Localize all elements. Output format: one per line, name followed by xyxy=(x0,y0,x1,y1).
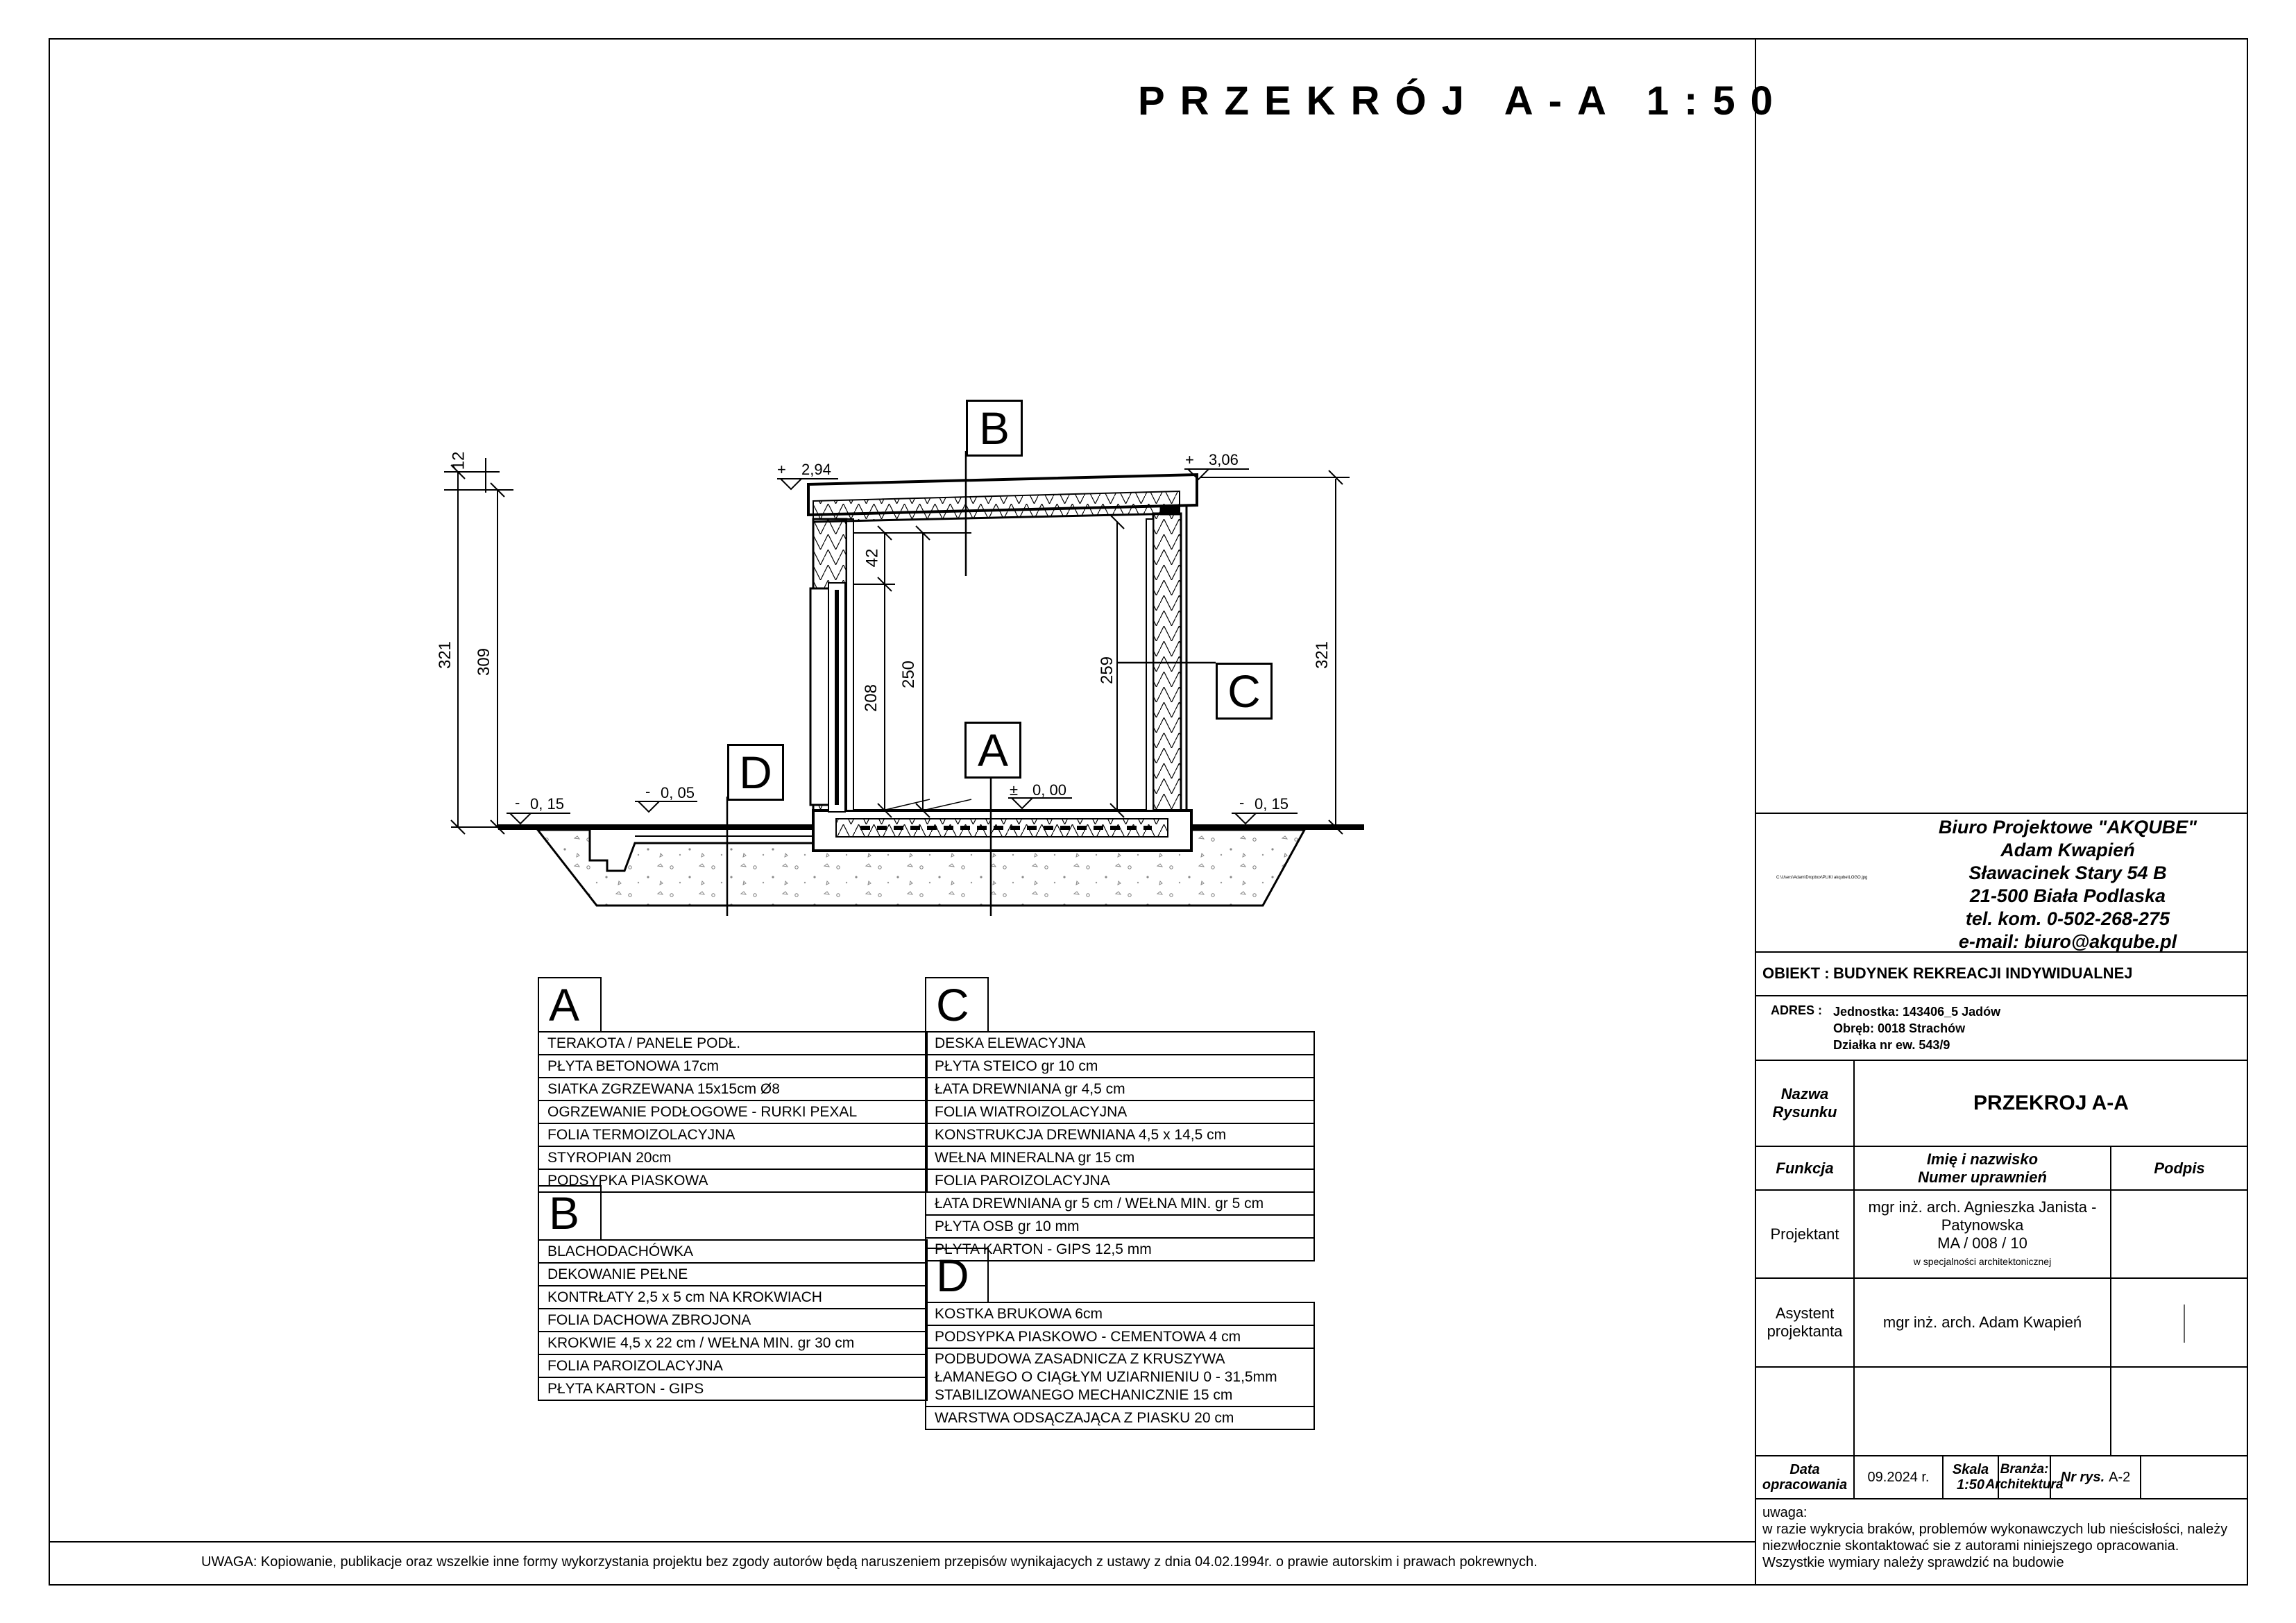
legend-item: KROKWIE 4,5 x 22 cm / WEŁNA MIN. gr 30 cm xyxy=(538,1332,927,1354)
level-306: 3,06 xyxy=(1209,451,1239,468)
projektant-label: Projektant xyxy=(1770,1225,1839,1243)
adres-label: ADRES : xyxy=(1771,1003,1823,1017)
uwaga-line1: w razie wykrycia braków, problemów wykonawczych lub nieścisłości, należy xyxy=(1762,1522,2228,1537)
uwaga-title: uwaga: xyxy=(1762,1505,1808,1520)
legend-item: PŁYTA BETONOWA 17cm xyxy=(538,1055,927,1078)
section-tag-b: B xyxy=(966,400,1023,457)
legend-item: PŁYTA STEICO gr 10 cm xyxy=(926,1055,1314,1078)
legend-item: PŁYTA OSB gr 10 mm xyxy=(926,1215,1314,1238)
data-label-2: opracowania xyxy=(1762,1477,1848,1493)
projektant-name-2: Patynowska xyxy=(1941,1216,2024,1234)
nr-label: Nr rys. xyxy=(2060,1469,2105,1485)
projektant-spec: w specjalności architektonicznej xyxy=(1913,1255,2052,1267)
nazwa-value: PRZEKROJ A-A xyxy=(1973,1091,2129,1114)
legend-item: DEKOWANIE PEŁNE xyxy=(538,1263,927,1286)
dim-309: 309 xyxy=(475,647,494,677)
legend-item: ŁATA DREWNIANA gr 5 cm / WEŁNA MIN. gr 5 cm xyxy=(926,1192,1314,1215)
dim-259: 259 xyxy=(1098,656,1117,685)
dim-321-right: 321 xyxy=(1313,640,1332,670)
logo-path-text: C:\Users\Adam\Dropbox\PLIKI akqube\LOGO.jpg xyxy=(1776,876,1868,880)
office-phone: tel. kom. 0-502-268-275 xyxy=(1965,908,2170,929)
data-value: 09.2024 r. xyxy=(1867,1469,1930,1485)
level-sign-plusminus: ± xyxy=(1010,781,1019,799)
projektant-number: MA / 008 / 10 xyxy=(1937,1234,2027,1252)
nr-cell xyxy=(2050,1456,2141,1499)
legend-item: SIATKA ZGRZEWANA 15x15cm Ø8 xyxy=(538,1078,927,1101)
section-tag-c: C xyxy=(1216,663,1273,720)
dim-321-left: 321 xyxy=(436,640,455,670)
dim-250: 250 xyxy=(899,660,919,689)
section-tag-d: D xyxy=(727,744,784,801)
asystent-name: mgr inż. arch. Adam Kwapień xyxy=(1882,1314,2082,1331)
level-sign-minus: - xyxy=(1239,794,1245,811)
legend-b-title: B xyxy=(538,1186,601,1240)
obiekt-label: OBIEKT : xyxy=(1762,965,1830,982)
legend-item: FOLIA DACHOWA ZBROJONA xyxy=(538,1309,927,1332)
legend-item: KONSTRUKCJA DREWNIANA 4,5 x 14,5 cm xyxy=(926,1123,1314,1146)
adres-line2: Obręb: 0018 Strachów xyxy=(1833,1021,1966,1035)
nazwa-label xyxy=(1755,1060,1854,1146)
skala-label: Skala xyxy=(1952,1462,1989,1477)
dim-208: 208 xyxy=(862,683,881,713)
office-city: 21-500 Biała Podlaska xyxy=(1969,885,2166,906)
legend-item: WEŁNA MINERALNA gr 15 cm xyxy=(926,1146,1314,1169)
legend-item: PODSYPKA PIASKOWO - CEMENTOWA 4 cm xyxy=(926,1325,1314,1348)
level-005: 0, 05 xyxy=(661,784,695,801)
dim-42: 42 xyxy=(862,548,882,568)
drawing-title: PRZEKRÓJ A-A 1:50 xyxy=(1138,78,1788,124)
level-015-right: 0, 15 xyxy=(1255,795,1289,813)
adres-line1: Jednostka: 143406_5 Jadów xyxy=(1833,1005,2001,1019)
office-name: Biuro Projektowe "AKQUBE" xyxy=(1938,817,2197,838)
adres-line3: Działka nr ew. 543/9 xyxy=(1833,1038,1950,1052)
legend-item: STYROPIAN 20cm xyxy=(538,1146,927,1169)
skala-value: 1:50 xyxy=(1956,1477,1985,1493)
legend-item: FOLIA WIATROIZOLACYJNA xyxy=(926,1101,1314,1123)
asystent-label-1: Asystent xyxy=(1775,1305,1835,1322)
legend-item: WARSTWA ODSĄCZAJĄCA Z PIASKU 20 cm xyxy=(926,1407,1314,1429)
office-person: Adam Kwapień xyxy=(2000,840,2135,860)
legend-item: KOSTKA BRUKOWA 6cm xyxy=(926,1302,1314,1325)
nr-value: A-2 xyxy=(2109,1469,2131,1485)
asystent-label-2: projektanta xyxy=(1767,1323,1843,1340)
legend-item: KONTRŁATY 2,5 x 5 cm NA KROKWIACH xyxy=(538,1286,927,1309)
legend-item: PŁYTA KARTON - GIPS xyxy=(538,1377,927,1400)
branza-cell xyxy=(1985,1456,2064,1499)
legend-item: TERAKOTA / PANELE PODŁ. xyxy=(538,1032,927,1055)
legend-b xyxy=(538,1185,928,1401)
legend-c-title: C xyxy=(926,978,988,1032)
level-sign-plus: + xyxy=(1185,451,1194,468)
footer-notice: UWAGA: Kopiowanie, publikacje oraz wszelkie inne formy wykorzystania projektu bez zgody autorów będą naruszeniem przepisów wynikajacych z ustawy z dnia 04.02.1994r. o prawie autorskim i prawach pokrewnych. xyxy=(201,1554,1538,1570)
legend-c xyxy=(925,977,1315,1261)
nazwa-label-2: Rysunku xyxy=(1772,1103,1837,1121)
legend-a-title: A xyxy=(538,978,601,1032)
level-000: 0, 00 xyxy=(1032,781,1066,799)
projektant-info xyxy=(1854,1190,2111,1278)
podpis-label: Podpis xyxy=(2154,1159,2205,1177)
branza-value: Architektura xyxy=(1985,1477,2064,1492)
legend-item: DESKA ELEWACYJNA xyxy=(926,1032,1314,1055)
section-tag-a: A xyxy=(964,722,1021,779)
data-label xyxy=(1755,1456,1854,1499)
legend-d xyxy=(925,1248,1315,1430)
projektant-name-1: mgr inż. arch. Agnieszka Janista - xyxy=(1868,1198,2097,1216)
office-street: Sławacinek Stary 54 B xyxy=(1968,863,2167,883)
funkcja-label: Funkcja xyxy=(1776,1159,1834,1177)
legend-item: PŁYTA KARTON - GIPS 12,5 mm xyxy=(926,1238,1314,1261)
legend-item: FOLIA TERMOIZOLACYJNA xyxy=(538,1123,927,1146)
office-block xyxy=(1901,816,2234,953)
level-sign-minus: - xyxy=(515,794,520,811)
obiekt-value: BUDYNEK REKREACJI INDYWIDUALNEJ xyxy=(1833,965,2133,982)
imie-label-1: Imię i nazwisko xyxy=(1926,1150,2039,1168)
level-sign-minus: - xyxy=(645,783,651,800)
imie-label-2: Numer uprawnień xyxy=(1918,1168,2047,1186)
uwaga-block xyxy=(1762,1504,2245,1571)
legend-item: OGRZEWANIE PODŁOGOWE - RURKI PEXAL xyxy=(538,1101,927,1123)
adres-lines xyxy=(1833,1003,2000,1053)
legend-item: PODSYPKA PIASKOWA xyxy=(538,1169,927,1192)
dim-12: 12 xyxy=(449,451,468,470)
legend-item: FOLIA PAROIZOLACYJNA xyxy=(538,1354,927,1377)
level-sign-plus: + xyxy=(777,461,786,478)
asystent-label xyxy=(1755,1278,1854,1367)
legend-item: PODBUDOWA ZASADNICZA Z KRUSZYWA ŁAMANEGO O CIĄGŁYM UZIARNIENIU 0 - 31,5mm STABILIZOWANEGO MECHANICZNIE 15 cm xyxy=(926,1348,1314,1407)
level-015-left: 0, 15 xyxy=(530,795,564,813)
legend-d-title: D xyxy=(926,1248,988,1302)
uwaga-line2: niezwłocznie skontaktować sie z autorami niniejszego opracowania. xyxy=(1762,1538,2179,1554)
level-294: 2,94 xyxy=(801,461,831,478)
uwaga-line3: Wszystkie wymiary należy sprawdzić na budowie xyxy=(1762,1555,2064,1570)
office-email: e-mail: biuro@akqube.pl xyxy=(1958,931,2177,952)
legend-item: FOLIA PAROIZOLACYJNA xyxy=(926,1169,1314,1192)
roof xyxy=(808,475,1197,522)
legend-item: BLACHODACHÓWKA xyxy=(538,1240,927,1263)
branza-label: Branża: xyxy=(2000,1462,2049,1477)
floor-slab xyxy=(813,810,1191,851)
legend-item: ŁATA DREWNIANA gr 4,5 cm xyxy=(926,1078,1314,1101)
data-label-1: Data xyxy=(1789,1462,1820,1477)
imie-label xyxy=(1854,1146,2111,1190)
legend-a xyxy=(538,977,928,1193)
nazwa-label-1: Nazwa xyxy=(1780,1085,1829,1103)
